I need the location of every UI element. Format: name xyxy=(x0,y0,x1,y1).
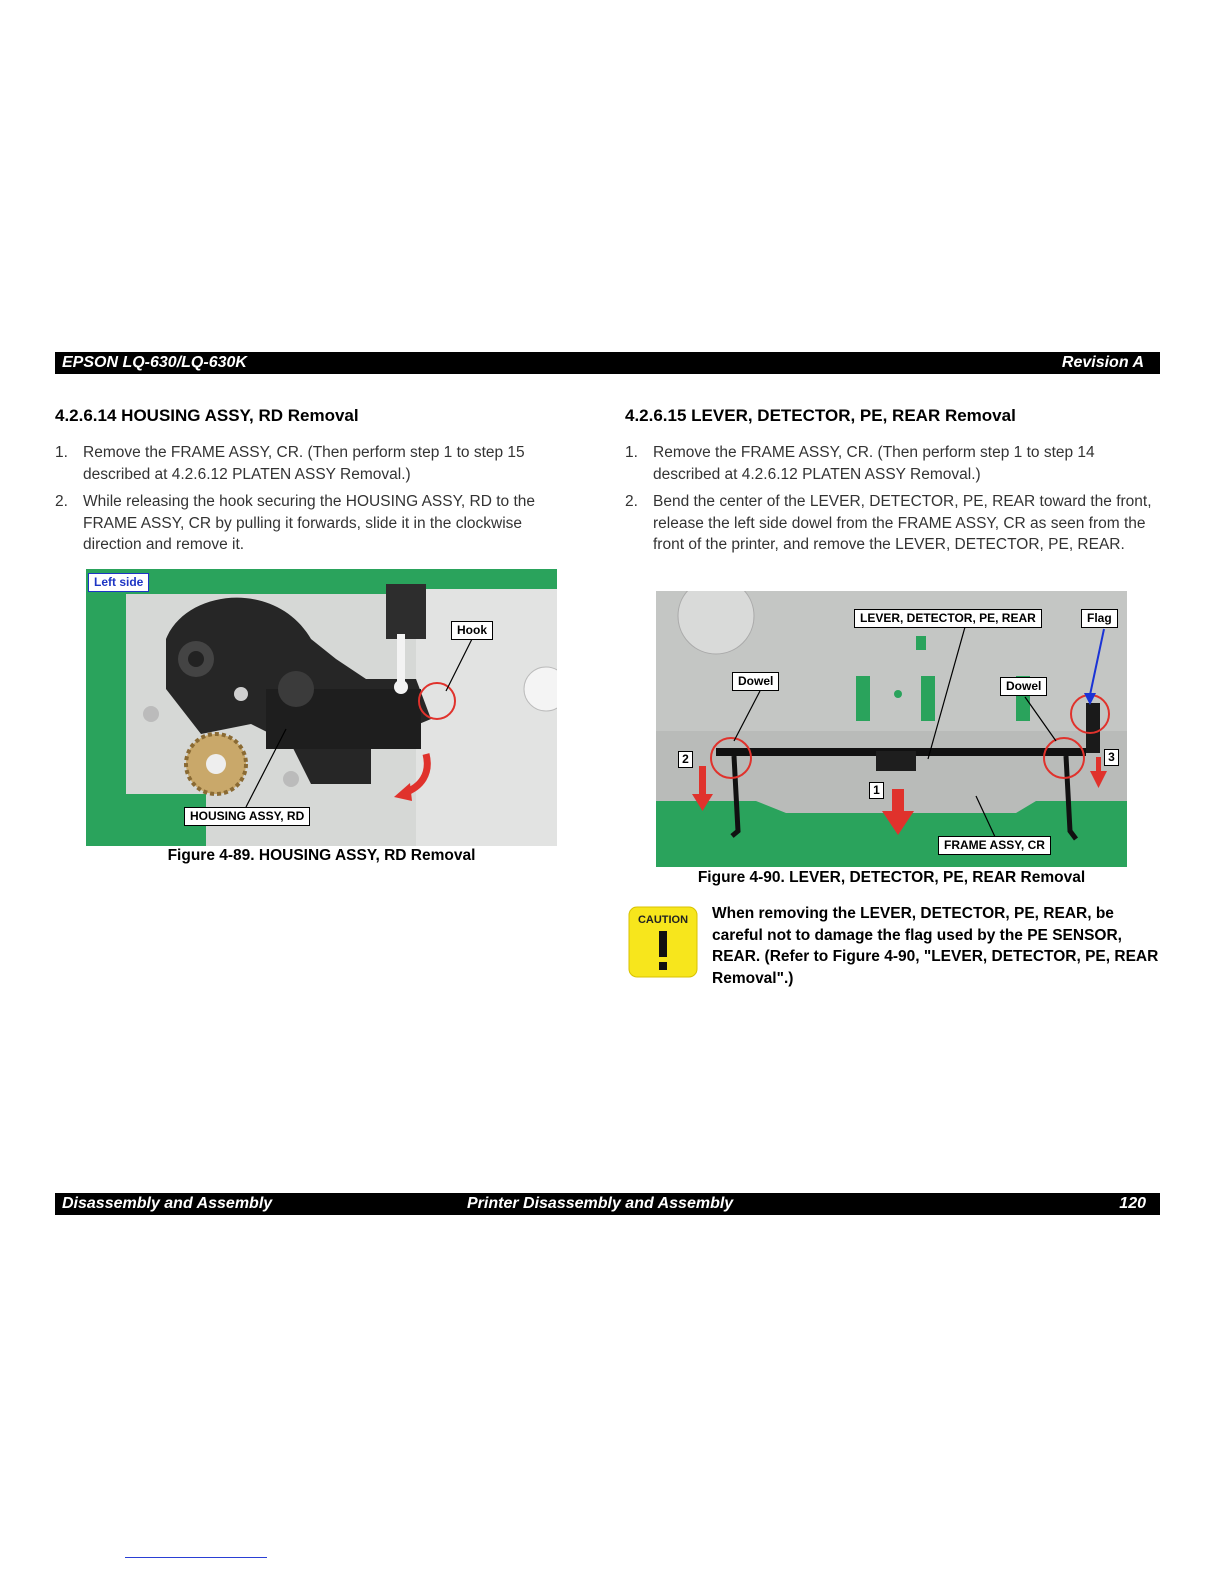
step-marker-1: 1 xyxy=(869,782,884,799)
lever-photo-illustration xyxy=(656,591,1127,867)
caution-text: When removing the LEVER, DETECTOR, PE, REAR, be careful not to damage the flag used by the PE SENSOR, REAR. (Refer to Figure 4-90, "LEVER, DETECTOR, PE, REAR Removal".) xyxy=(712,905,1159,987)
footer-bar xyxy=(55,1193,1160,1215)
step-item xyxy=(55,491,580,556)
step-number: 1. xyxy=(625,444,638,461)
step-marker-2: 2 xyxy=(678,751,693,768)
figure-caption: Figure 4-89. HOUSING ASSY, RD Removal xyxy=(167,847,476,864)
footer-section: Printer Disassembly and Assembly xyxy=(467,1195,734,1212)
header-revision: Revision A xyxy=(1061,354,1144,371)
section-housing-assy xyxy=(55,404,580,562)
step-number: 1. xyxy=(55,444,68,461)
frame-assy-label: FRAME ASSY, CR xyxy=(938,836,1051,855)
dowel-right-label: Dowel xyxy=(1000,677,1047,696)
step-item xyxy=(55,442,580,485)
figure-lever-photo xyxy=(656,591,1127,867)
dowel-left-label: Dowel xyxy=(732,672,779,691)
step-list xyxy=(625,442,1155,556)
lever-label: LEVER, DETECTOR, PE, REAR xyxy=(854,609,1042,628)
housing-photo-illustration xyxy=(86,569,557,846)
step-text: While releasing the hook securing the HOUSING ASSY, RD to the FRAME ASSY, CR by pulling it forwards, slide it in the clockwise direction and remove it. xyxy=(83,493,536,553)
figure-housing-photo xyxy=(86,569,557,846)
step-marker-3: 3 xyxy=(1104,749,1119,766)
flag-label: Flag xyxy=(1081,609,1118,628)
housing-assy-label: HOUSING ASSY, RD xyxy=(184,807,310,826)
left-side-label: Left side xyxy=(88,573,149,592)
footer-chapter: Disassembly and Assembly xyxy=(62,1195,273,1212)
caution-icon xyxy=(628,906,698,978)
step-text: Bend the center of the LEVER, DETECTOR, PE, REAR toward the front, release the left side dowel from the FRAME ASSY, CR as seen from the front of the printer, and remove the LEVER, DETECTOR, PE, REAR. xyxy=(653,493,1152,553)
step-number: 2. xyxy=(625,493,638,510)
step-item xyxy=(625,442,1155,485)
footer-page-number: 120 xyxy=(1119,1195,1146,1212)
hook-label: Hook xyxy=(451,621,493,640)
header-bar xyxy=(55,352,1160,374)
section-lever-detector xyxy=(625,404,1155,562)
step-text: Remove the FRAME ASSY, CR. (Then perform step 1 to step 14 described at 4.2.6.12 PLATEN ASSY Removal.) xyxy=(653,444,1095,483)
footnote-rule xyxy=(125,1557,267,1558)
figure-caption: Figure 4-90. LEVER, DETECTOR, PE, REAR Removal xyxy=(697,869,1086,886)
caution-badge: CAUTION xyxy=(637,914,689,926)
section-heading: 4.2.6.14 HOUSING ASSY, RD Removal xyxy=(55,406,359,425)
step-number: 2. xyxy=(55,493,68,510)
section-heading: 4.2.6.15 LEVER, DETECTOR, PE, REAR Removal xyxy=(625,406,1016,425)
step-list xyxy=(55,442,580,556)
step-item xyxy=(625,491,1155,556)
header-title: EPSON LQ-630/LQ-630K xyxy=(62,354,247,371)
step-text: Remove the FRAME ASSY, CR. (Then perform step 1 to step 15 described at 4.2.6.12 PLATEN ASSY Removal.) xyxy=(83,444,525,483)
